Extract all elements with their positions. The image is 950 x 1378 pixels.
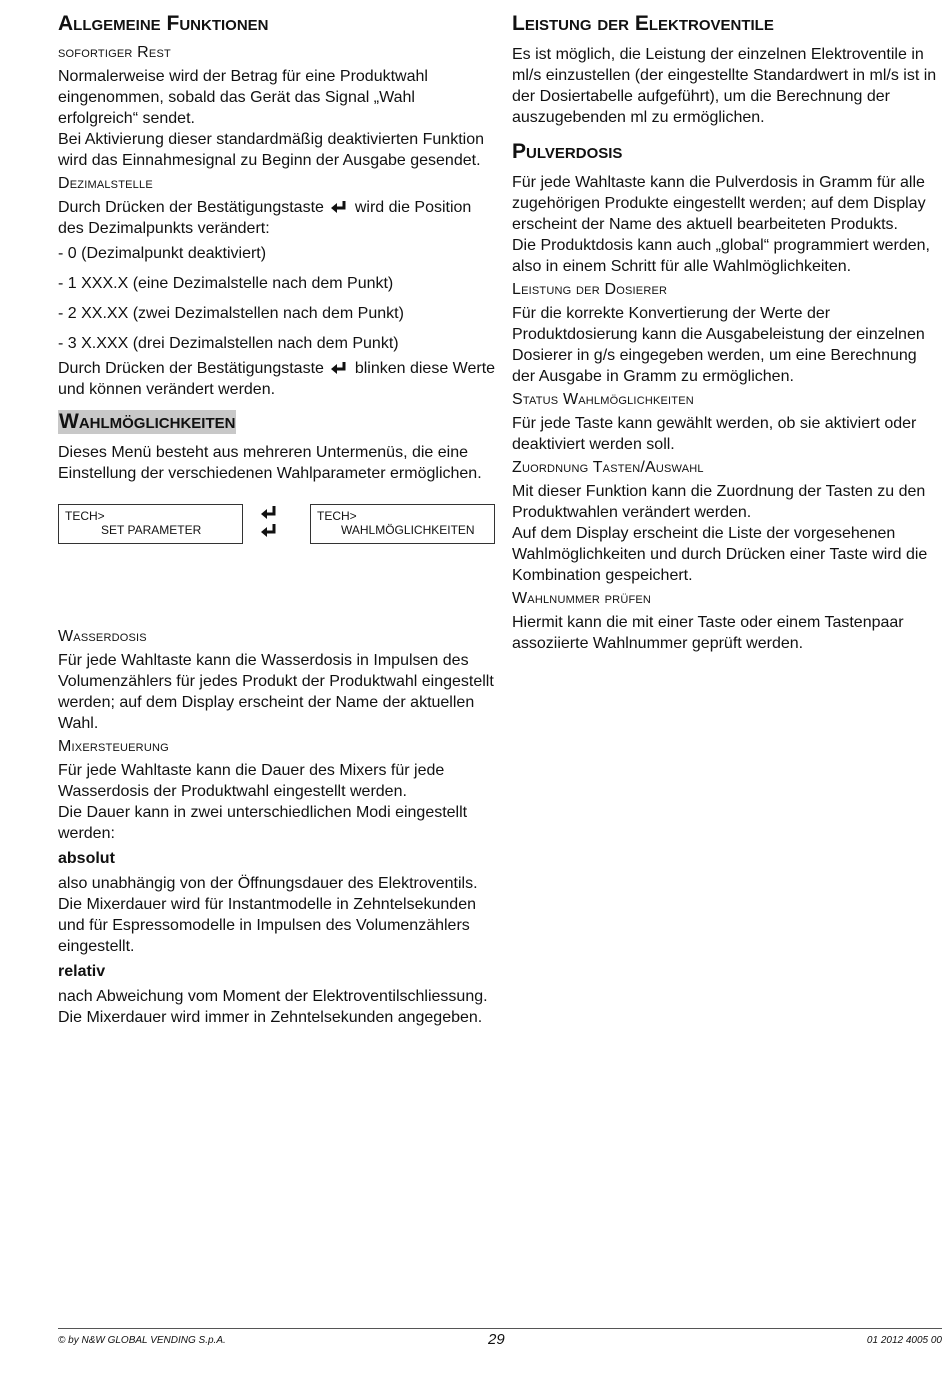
- display-box-set-parameter: [58, 504, 243, 544]
- heading-sofortiger-rest: sofortiger Rest: [58, 44, 171, 61]
- paragraph: Mit dieser Funktion kann die Zuordnung der Tasten zu den Produktwahlen verändert werden.: [512, 483, 926, 521]
- display-diagram: [58, 504, 498, 600]
- enter-key-icon: [330, 360, 348, 374]
- left-column: [58, 12, 498, 1032]
- paragraph: [58, 358, 498, 400]
- paragraph: Für jede Taste kann gewählt werden, ob sie aktiviert oder deaktiviert werden soll.: [512, 415, 917, 453]
- right-column: [512, 12, 944, 658]
- paragraph: Auf dem Display erscheint die Liste der vorgesehenen Wahlmöglichkeiten und durch Drücken einer Taste wird die Kombination gespeichert.: [512, 525, 928, 584]
- section-title-wahlmoeglichkeiten: Wahlmöglichkeiten: [59, 410, 236, 433]
- enter-key-icon: [260, 523, 278, 539]
- display-line: TECH>: [317, 509, 357, 523]
- heading-zuordnung: Zuordnung Tasten/Auswahl: [512, 459, 704, 476]
- paragraph: Hiermit kann die mit einer Taste oder einem Tastenpaar assoziierte Wahlnummer geprüft werden.: [512, 614, 904, 652]
- list-item: - 1 XXX.X (eine Dezimalstelle nach dem Punkt): [58, 275, 394, 292]
- copyright: © by N&W GLOBAL VENDING S.p.A.: [58, 1335, 226, 1346]
- text: Durch Drücken der Bestätigungstaste: [58, 360, 324, 377]
- heading-dezimalstelle: Dezimalstelle: [58, 175, 153, 192]
- list-item: - 0 (Dezimalpunkt deaktiviert): [58, 245, 267, 262]
- display-box-wahlmoeglichkeiten: [310, 504, 495, 544]
- paragraph: Die Dauer kann in zwei unterschiedlichen Modi eingestellt werden:: [58, 804, 468, 842]
- heading-leistung-dosierer: Leistung der Dosierer: [512, 281, 668, 298]
- section-title-allgemeine-funktionen: Allgemeine Funktionen: [58, 12, 269, 35]
- arrows: [260, 505, 282, 541]
- display-line: TECH>: [65, 509, 105, 523]
- paragraph: Dieses Menü besteht aus mehreren Untermenüs, die eine Einstellung der verschiedenen Wahlparameter ermöglichen.: [58, 444, 482, 482]
- term-relativ: relativ: [58, 963, 106, 980]
- document-number: 01 2012 4005 00: [866, 1335, 942, 1346]
- text: blinken diese Werte und können verändert werden.: [58, 360, 496, 398]
- section-title-pulverdosis: Pulverdosis: [512, 140, 623, 163]
- page-footer: [58, 1328, 942, 1348]
- paragraph: Die Mixerdauer wird immer in Zehntelsekunden angegeben.: [58, 1009, 483, 1026]
- paragraph: nach Abweichung vom Moment der Elektroventilschliessung.: [58, 988, 488, 1005]
- heading-wasserdosis: Wasserdosis: [58, 628, 147, 645]
- paragraph: [58, 197, 498, 239]
- paragraph: Normalerweise wird der Betrag für eine Produktwahl eingenommen, sobald das Gerät das Signal „Wahl erfolgreich“ sendet.: [58, 68, 428, 127]
- text: wird die Position des Dezimalpunkts verändert:: [58, 199, 472, 237]
- term-absolut: absolut: [58, 850, 115, 867]
- heading-wahlnummer-pruefen: Wahlnummer prüfen: [512, 590, 652, 607]
- page-number: 29: [488, 1331, 505, 1348]
- enter-key-icon: [260, 505, 278, 521]
- paragraph: Es ist möglich, die Leistung der einzelnen Elektroventile in ml/s einzustellen (der eingestellte Standardwert in ml/s ist in der Dosiertabelle aufgeführt), um die Berechnung der auszugebenden ml zu ermöglichen.: [512, 46, 937, 126]
- heading-mixersteuerung: Mixersteuerung: [58, 738, 169, 755]
- paragraph: Für jede Wahltaste kann die Pulverdosis in Gramm für alle zugehörigen Produkte eingestellt werden; auf dem Display erscheint der Name des aktuell bearbeiteten Produkts.: [512, 174, 926, 233]
- paragraph: Für jede Wahltaste kann die Dauer des Mixers für jede Wasserdosis der Produktwahl eingestellt werden.: [58, 762, 445, 800]
- section-title-leistung-elektroventile: Leistung der Elektroventile: [512, 12, 774, 35]
- paragraph: Bei Aktivierung dieser standardmäßig deaktivierten Funktion wird das Einnahmesignal zu Beginn der Ausgabe gesendet.: [58, 131, 484, 169]
- display-line: SET PARAMETER: [101, 523, 202, 537]
- paragraph: Die Produktdosis kann auch „global“ programmiert werden, also in einem Schritt für alle Wahlmöglichkeiten.: [512, 237, 930, 275]
- enter-key-icon: [330, 199, 348, 213]
- text: Durch Drücken der Bestätigungstaste: [58, 199, 324, 216]
- list-item: - 2 XX.XX (zwei Dezimalstellen nach dem Punkt): [58, 305, 404, 322]
- list-item: - 3 X.XXX (drei Dezimalstellen nach dem Punkt): [58, 335, 399, 352]
- paragraph: also unabhängig von der Öffnungsdauer des Elektroventils. Die Mixerdauer wird für Instantmodelle in Zehntelsekunden und für Espressomodelle in Impulsen des Volumenzählers eingestellt.: [58, 875, 478, 955]
- paragraph: Für jede Wahltaste kann die Wasserdosis in Impulsen des Volumenzählers für jedes Produkt der Produktwahl eingestellt werden; auf dem Display erscheint der Name der aktuellen Wahl.: [58, 652, 494, 732]
- display-line: WAHLMÖGLICHKEITEN: [341, 523, 475, 537]
- paragraph: Für die korrekte Konvertierung der Werte der Produktdosierung kann die Ausgabeleistung der einzelnen Dosierer in g/s eingegeben werden, um eine Berechnung der Ausgabe in Gramm zu ermöglichen.: [512, 305, 925, 385]
- heading-status-wahlmoeglichkeiten: Status Wahlmöglichkeiten: [512, 391, 694, 408]
